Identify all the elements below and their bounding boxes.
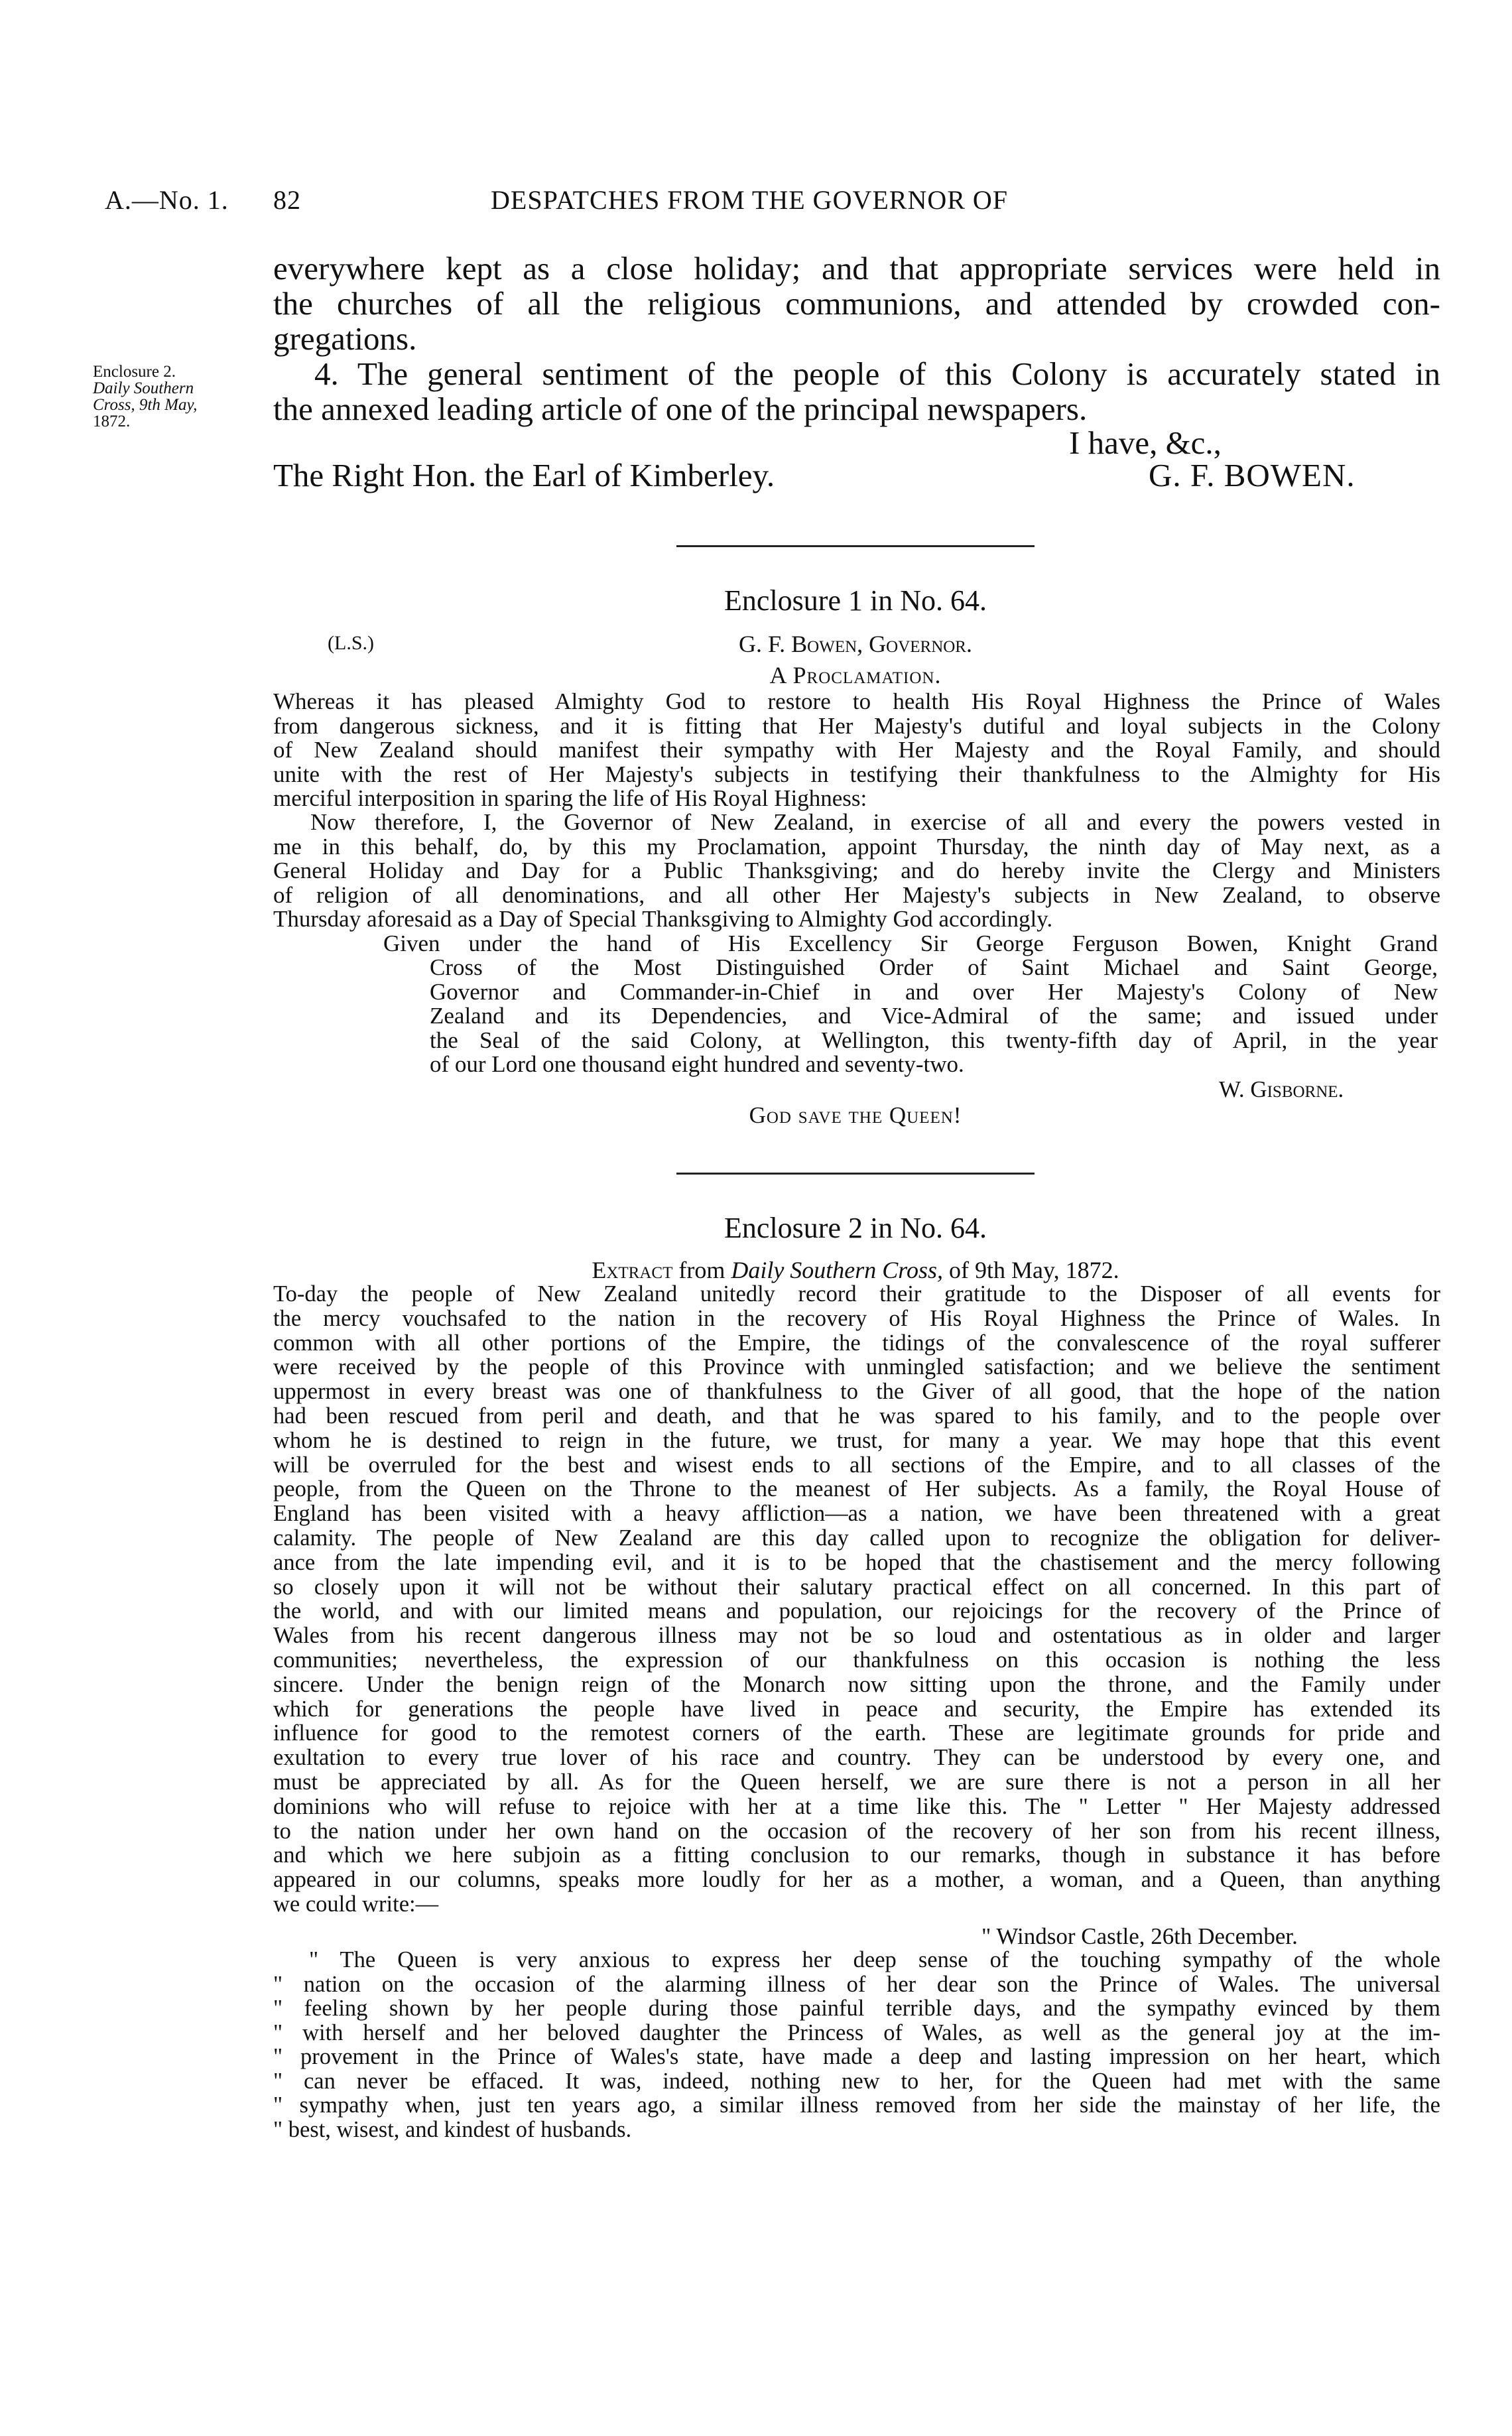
divider (676, 545, 1035, 547)
text-line: me in this behalf, do, by this my Proclamation, appoint Thursday, the ninth day of May next, as a (273, 833, 1440, 860)
text-line: common with all other portions of the Empire, the tidings of the convalescence of the royal sufferer (273, 1330, 1440, 1356)
proclamation-signer: W. Gisborne. (1219, 1076, 1344, 1102)
text-line: " sympathy when, just ten years ago, a similar illness removed from her side the mainstay of her life, the (273, 2092, 1440, 2118)
text-line: ance from the late impending evil, and it is to be hoped that the chastisement and the mercy following (273, 1549, 1440, 1575)
text-line: Now therefore, I, the Governor of New Zealand, in exercise of all and every the powers vested in (310, 809, 1440, 835)
text-line: dominions who will refuse to rejoice with her at a time like this. The " Letter " Her Majesty addressed (273, 1793, 1440, 1819)
extract-line (424, 1256, 1287, 1284)
newspaper-name: Daily Southern Cross, (731, 1257, 944, 1283)
god-save-the-queen: God save the Queen! (749, 1102, 962, 1128)
divider (676, 1173, 1035, 1175)
text-line: which for generations the people have lived in peace and security, the Empire has extended its (273, 1696, 1440, 1722)
text-line: the annexed leading article of one of the principal newspapers. (273, 391, 1088, 427)
extract-date: of 9th May, 1872. (949, 1257, 1119, 1283)
given-block (430, 956, 1438, 1077)
text-line: gregations. (273, 320, 417, 357)
text-line: Whereas it has pleased Almighty God to restore to health His Royal Highness the Prince of Wales (273, 688, 1440, 714)
text-line: sincere. Under the benign reign of the Monarch now sitting upon the throne, and the Family under (273, 1671, 1440, 1697)
margin-note-line: 1872. (93, 413, 131, 430)
article-body (273, 1282, 1440, 1917)
text-line: merciful interposition in sparing the life of His Royal Highness: (273, 785, 867, 811)
text-line: unite with the rest of Her Majesty's subjects in testifying their thankfulness to the Almighty for His (273, 761, 1440, 787)
addressee: The Right Hon. the Earl of Kimberley. (273, 457, 775, 493)
text-line: To-day the people of New Zealand unitedly record their gratitude to the Disposer of all events for (273, 1281, 1440, 1307)
text-line: the world, and with our limited means and population, our rejoicings for the recovery of the Prince of (273, 1598, 1440, 1624)
text-line: " can never be effaced. It was, indeed, nothing new to her, for the Queen had met with the same (273, 2068, 1440, 2094)
text-line: appeared in our columns, speaks more loudly for her as a mother, a woman, and a Queen, than anything (273, 1867, 1440, 1893)
text-line: influence for good to the remotest corners of the earth. These are legitimate grounds for pride and (273, 1720, 1440, 1746)
enclosure-1-heading: Enclosure 1 in No. 64. (724, 584, 987, 617)
proclamation-now-therefore (273, 810, 1440, 932)
margin-note-line: Enclosure 2. (93, 363, 176, 381)
margin-note-line: Daily Southern (93, 379, 194, 397)
text-line: " provement in the Prince of Wales's state, have made a deep and lasting impression on her heart, which (273, 2044, 1440, 2069)
text-line: of New Zealand should manifest their sympathy with Her Majesty and the Royal Family, and should (273, 737, 1440, 763)
text-line: " The Queen is very anxious to express her deep sense of the touching sympathy of the whole (309, 1947, 1440, 1972)
paragraph-4 (273, 356, 1440, 426)
seal-mark: (L.S.) (328, 632, 374, 654)
text-line: General Holiday and Day for a Public Thanksgiving; and do hereby invite the Clergy and Ministers (273, 858, 1440, 883)
text-line: we could write:— (273, 1891, 439, 1917)
text-line: " feeling shown by her people during those painful terrible days, and the sympathy evinced by them (273, 1996, 1440, 2021)
text-line: to the nation under her own hand on the occasion of the recovery of her son from his recent illness, (273, 1818, 1440, 1844)
text-line: " nation on the occasion of the alarming illness of her dear son the Prince of Wales. The universal (273, 1971, 1440, 1997)
page-number: 82 (273, 185, 301, 215)
text-line: so closely upon it will not be without their salutary practical effect on all concerned. In this part of (273, 1574, 1440, 1600)
text-line: people, from the Queen on the Throne to the meanest of Her subjects. As a family, the Royal House of (273, 1476, 1440, 1502)
text-line: were received by the people of this Province with unmingled satisfaction; and we believe the sentiment (273, 1354, 1440, 1380)
text-line: " with herself and her beloved daughter the Princess of Wales, as well as the general joy at the im- (273, 2019, 1440, 2045)
text-line: and which we here subjoin as a fitting conclusion to our remarks, though in substance it has before (273, 1842, 1440, 1868)
header-ref: A.—No. 1. (105, 185, 229, 215)
text-line: of religion of all denominations, and all other Her Majesty's subjects in New Zealand, to observe (273, 881, 1440, 908)
text-line: Wales from his recent dangerous illness may not be so loud and ostentatious as in older and larger (273, 1623, 1440, 1649)
text-line: the churches of all the religious communions, and attended by crowded con- (273, 285, 1440, 322)
extract-lead: Extract (592, 1257, 673, 1283)
queen-letter (273, 1948, 1440, 2142)
paragraph-continuation (273, 251, 1440, 356)
text-line: 4. The general sentiment of the people of this Colony is accurately stated in (314, 355, 1440, 392)
enclosure-2-heading: Enclosure 2 in No. 64. (724, 1212, 987, 1244)
text-line: Zealand and its Dependencies, and Vice-Admiral of the same; and issued under (430, 1003, 1438, 1029)
text-line: of our Lord one thousand eight hundred and seventy-two. (430, 1051, 964, 1077)
text-line: exultation to every true lover of his race and country. They can be understood by every one, and (273, 1745, 1440, 1771)
text-line: communities; nevertheless, the expression of our thankfulness on this occasion is nothing the less (273, 1647, 1440, 1673)
proclamation-whereas (273, 690, 1440, 811)
given-first-line: Given under the hand of His Excellency Sir George Ferguson Bowen, Knight Grand (383, 930, 1438, 956)
text-line: whom he is destined to reign in the future, we trust, for many a year. We may hope that this event (273, 1427, 1440, 1453)
text-line: everywhere kept as a close holiday; and that appropriate services were held in (273, 250, 1440, 287)
text-line: Cross of the Most Distinguished Order of Saint Michael and Saint George, (430, 954, 1438, 980)
extract-from: from (678, 1257, 725, 1283)
signature: G. F. BOWEN. (1149, 457, 1355, 493)
text-line: uppermost in every breast was one of thankfulness to the Giver of all good, that the hope of the nation (273, 1379, 1440, 1405)
margin-note-line: Cross, 9th May, (93, 396, 198, 414)
running-title: DESPATCHES FROM THE GOVERNOR OF (491, 185, 1009, 215)
text-line: the mercy vouchsafed to the nation in the recovery of His Royal Highness the Prince of Wales. In (273, 1305, 1440, 1331)
proclamation-title: A Proclamation. (769, 662, 942, 688)
text-line: had been rescued from peril and death, and that he was spared to his family, and to the people over (273, 1403, 1440, 1429)
text-line: England has been visited with a heavy affliction—as a nation, we have been threatened with a great (273, 1501, 1440, 1527)
text-line: Governor and Commander-in-Chief in and over Her Majesty's Colony of New (430, 978, 1438, 1005)
letter-dateline: " Windsor Castle, 26th December. (981, 1923, 1298, 1949)
text-line: calamity. The people of New Zealand are this day called upon to recognize the obligation for deliver- (273, 1525, 1440, 1551)
margin-note (93, 363, 252, 430)
closing: I have, &c., (1069, 424, 1222, 461)
governor-line: G. F. Bowen, Governor. (739, 631, 972, 657)
text-line: will be overruled for the best and wisest ends to all sections of the Empire, and to all classes of the (273, 1452, 1440, 1478)
text-line: Thursday aforesaid as a Day of Special Thanksgiving to Almighty God accordingly. (273, 906, 1053, 932)
text-line: the Seal of the said Colony, at Wellington, this twenty-fifth day of April, in the year (430, 1027, 1438, 1053)
text-line: must be appreciated by all. As for the Queen herself, we are sure there is not a person in all her (273, 1769, 1440, 1795)
text-line: from dangerous sickness, and it is fitting that Her Majesty's dutiful and loyal subjects in the Colony (273, 712, 1440, 739)
text-line: " best, wisest, and kindest of husbands. (273, 2116, 632, 2142)
